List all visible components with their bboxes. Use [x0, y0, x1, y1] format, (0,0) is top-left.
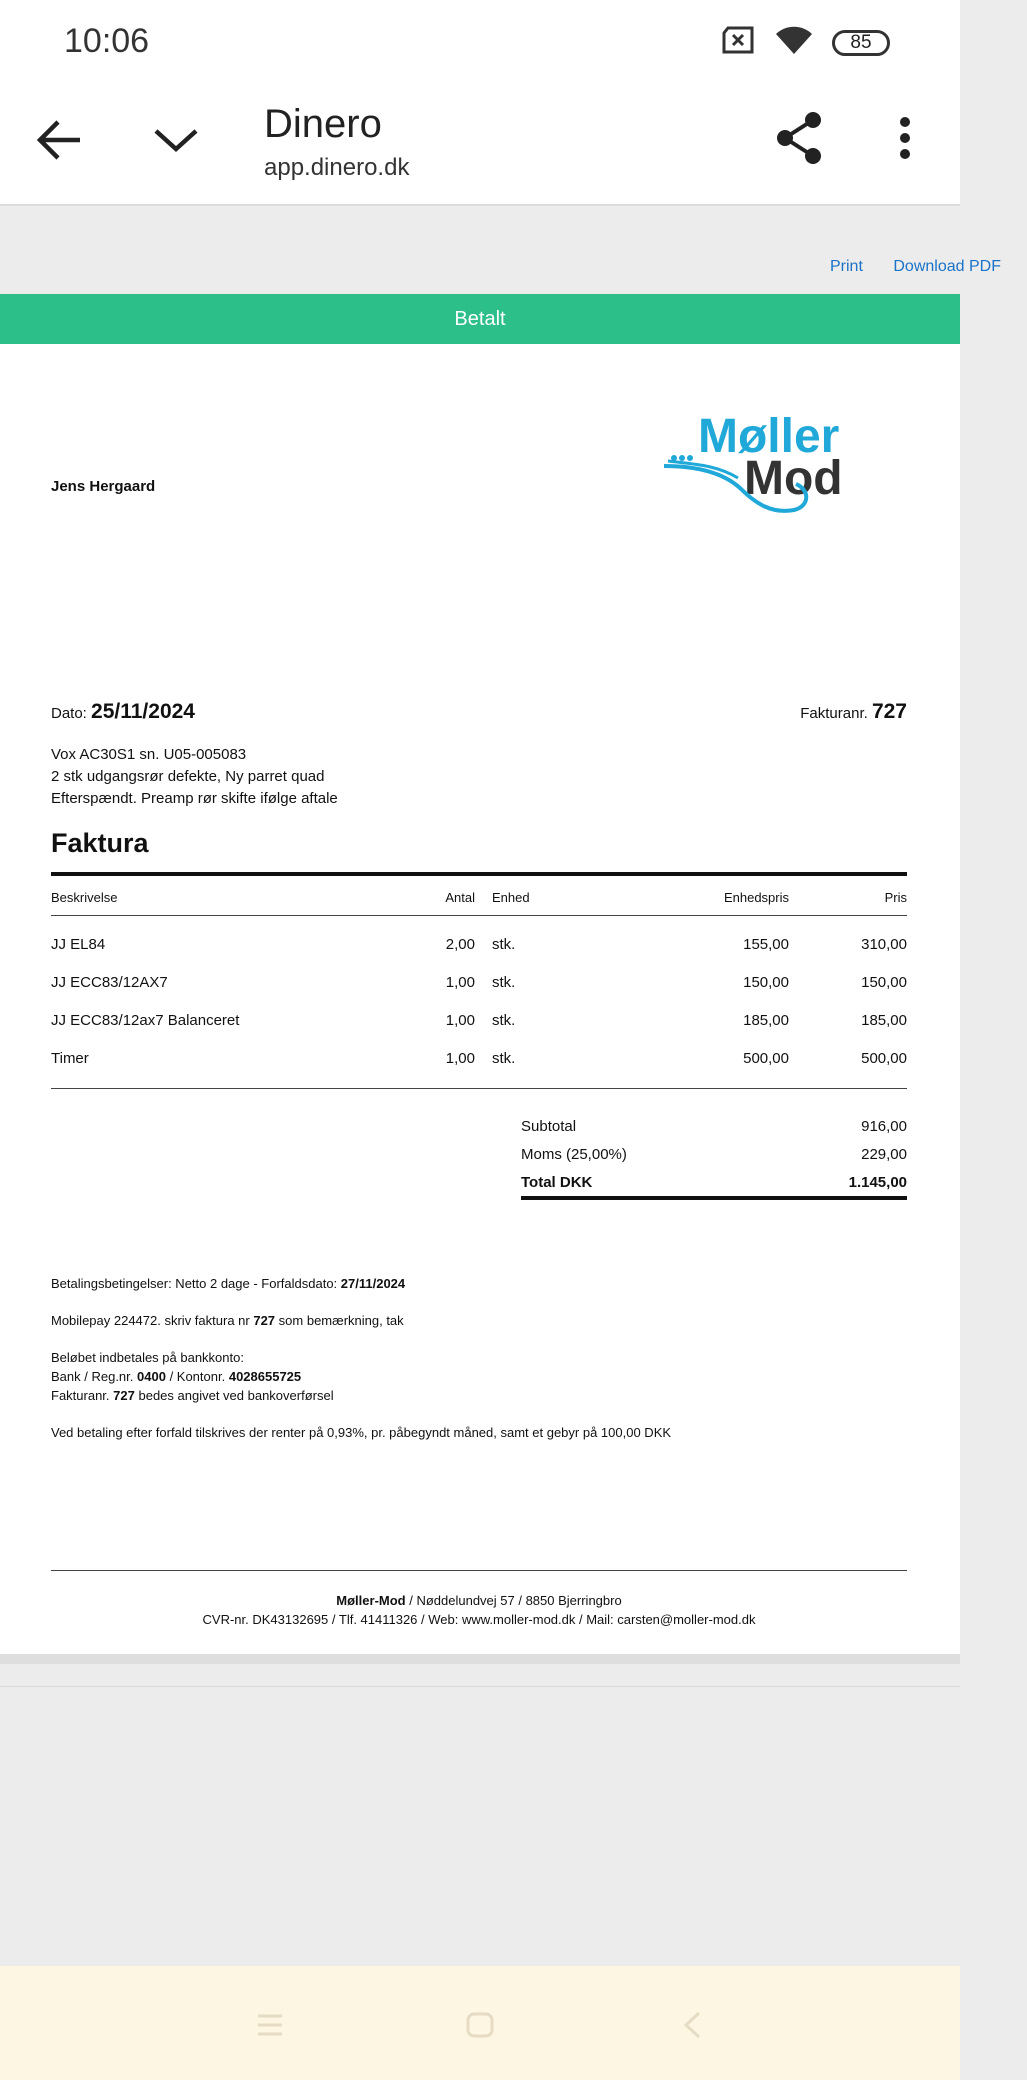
vat-row — [521, 1142, 907, 1170]
subtotal-value: 916,00 — [861, 1118, 907, 1135]
invoice-number-value: 727 — [871, 700, 907, 723]
status-icons — [720, 24, 890, 61]
row-description: JJ ECC83/12AX7 — [51, 974, 168, 991]
table-row — [51, 924, 907, 962]
vat-label: Moms (25,00%) — [521, 1146, 627, 1163]
row-unit-price: 150,00 — [743, 974, 789, 991]
mobilepay-text: Mobilepay 224472. skriv faktura nr — [51, 1313, 250, 1328]
note-line: Vox AC30S1 sn. U05-005083 — [51, 746, 247, 763]
row-quantity: 2,00 — [445, 936, 475, 953]
footer-address: / Nøddelundvej 57 / 8850 Bjerringbro — [409, 1593, 622, 1608]
row-quantity: 1,00 — [445, 974, 475, 991]
mobilepay-suffix: som bemærkning, tak — [278, 1313, 404, 1328]
page-title: Dinero — [264, 102, 382, 146]
more-vertical-icon — [898, 116, 912, 160]
system-back-button[interactable] — [662, 2000, 722, 2050]
header-unit-price: Enhedspris — [723, 890, 789, 905]
row-price: 500,00 — [861, 1050, 907, 1067]
header-unit: Enhed — [492, 890, 530, 905]
totals-block — [521, 1114, 907, 1200]
invoice-footer — [51, 1570, 907, 1629]
row-unit: stk. — [492, 974, 516, 991]
document-actions — [830, 258, 1027, 276]
payment-conditions — [51, 1274, 911, 1293]
subtotal-label: Subtotal — [521, 1118, 577, 1135]
vat-value: 229,00 — [861, 1146, 907, 1163]
total-row — [521, 1170, 907, 1200]
invoice-number-label: Fakturanr. — [800, 705, 868, 722]
document-title: Faktura — [51, 828, 149, 858]
logo-text-bottom: Mod — [744, 452, 843, 505]
bank-info — [51, 1348, 911, 1405]
invoice-notes — [51, 744, 338, 810]
download-pdf-link[interactable]: Download PDF — [893, 258, 1001, 275]
date-value: 25/11/2024 — [91, 700, 195, 723]
invoice-document — [0, 344, 960, 1654]
chevron-down-icon — [152, 125, 200, 155]
reg-number: 0400 — [137, 1369, 166, 1384]
paper-edge — [0, 1654, 960, 1664]
table-row — [51, 1038, 907, 1076]
arrow-left-icon — [36, 118, 82, 162]
due-date: 27/11/2024 — [340, 1276, 406, 1291]
row-description: JJ EL84 — [51, 936, 106, 953]
customer-name: Jens Hergaard — [51, 478, 156, 495]
account-number: 4028655725 — [228, 1369, 302, 1384]
table-row — [51, 962, 907, 1000]
more-options-button[interactable] — [880, 104, 930, 172]
row-unit: stk. — [492, 936, 516, 953]
subtotal-row — [521, 1114, 907, 1142]
row-price: 150,00 — [861, 974, 907, 991]
footer-contact: CVR-nr. DK43132695 / Tlf. 41411326 / Web: www.moller-mod.dk / Mail: carsten@moller-mod.dk — [202, 1612, 756, 1627]
row-description: JJ ECC83/12ax7 Balanceret — [51, 1012, 240, 1029]
row-unit-price: 155,00 — [743, 936, 789, 953]
mobilepay-invoice-nr: 727 — [253, 1313, 276, 1328]
ref-number: 727 — [113, 1388, 135, 1403]
footer-company: Møller-Mod — [336, 1593, 406, 1608]
header-quantity: Antal — [445, 890, 475, 905]
ref-suffix: bedes angivet ved bankoverførsel — [138, 1388, 334, 1403]
status-time: 10:06 — [64, 22, 150, 60]
row-unit-price: 500,00 — [743, 1050, 789, 1067]
system-nav-bar — [0, 1966, 960, 2080]
table-header — [51, 872, 907, 916]
paid-status-banner: Betalt — [0, 294, 960, 344]
row-unit: stk. — [492, 1050, 516, 1067]
page-url: app.dinero.dk — [264, 154, 410, 181]
row-price: 185,00 — [861, 1012, 907, 1029]
header-price: Pris — [884, 890, 907, 905]
row-unit: stk. — [492, 1012, 516, 1029]
invoice-number — [800, 700, 907, 724]
line-items-table — [51, 872, 907, 1089]
table-row — [51, 1000, 907, 1038]
bank-prefix: Bank / Reg.nr. — [51, 1369, 134, 1384]
ref-prefix: Fakturanr. — [51, 1388, 110, 1403]
total-label: Total DKK — [521, 1174, 593, 1191]
company-logo — [660, 406, 890, 526]
home-button[interactable] — [450, 2000, 510, 2050]
divider — [0, 1686, 960, 1687]
home-icon — [465, 2011, 495, 2039]
chevron-left-icon — [681, 2010, 703, 2040]
status-bar — [0, 0, 960, 86]
wifi-icon — [774, 24, 814, 61]
bank-intro: Beløbet indbetales på bankkonto: — [51, 1350, 244, 1365]
table-body — [51, 916, 907, 1089]
date-label: Dato: — [51, 705, 87, 722]
recents-button[interactable] — [240, 2000, 300, 2050]
collapse-button[interactable] — [146, 108, 206, 172]
note-line: Efterspændt. Preamp rør skifte ifølge aftale — [51, 790, 338, 807]
browser-toolbar — [0, 86, 960, 206]
back-button[interactable] — [30, 108, 88, 172]
row-description: Timer — [51, 1050, 89, 1067]
header-description: Beskrivelse — [51, 890, 118, 905]
row-price: 310,00 — [861, 936, 907, 953]
payment-conditions-text: Betalingsbetingelser: Netto 2 dage - Forfaldsdato: — [51, 1276, 338, 1291]
battery-indicator: 85 — [832, 30, 890, 56]
payment-terms — [51, 1274, 911, 1460]
total-value: 1.145,00 — [848, 1174, 907, 1191]
share-icon — [775, 111, 825, 165]
mobilepay-info — [51, 1311, 911, 1330]
account-label: / Kontonr. — [169, 1369, 226, 1384]
note-line: 2 stk udgangsrør defekte, Ny parret quad — [51, 768, 325, 785]
row-quantity: 1,00 — [445, 1012, 475, 1029]
invoice-date — [51, 700, 195, 724]
logo-text-top: Møller — [698, 410, 840, 463]
no-sim-icon — [720, 25, 756, 60]
footer-company-line — [51, 1591, 907, 1610]
page-title-block[interactable] — [264, 96, 409, 182]
menu-icon — [256, 2013, 284, 2037]
row-unit-price: 185,00 — [743, 1012, 789, 1029]
row-quantity: 1,00 — [445, 1050, 475, 1067]
share-button[interactable] — [770, 104, 830, 172]
late-fee-note: Ved betaling efter forfald tilskrives der renter på 0,93%, pr. påbegyndt måned, samt et gebyr på 100,00 DKK — [51, 1425, 672, 1440]
print-link[interactable]: Print — [830, 258, 863, 275]
